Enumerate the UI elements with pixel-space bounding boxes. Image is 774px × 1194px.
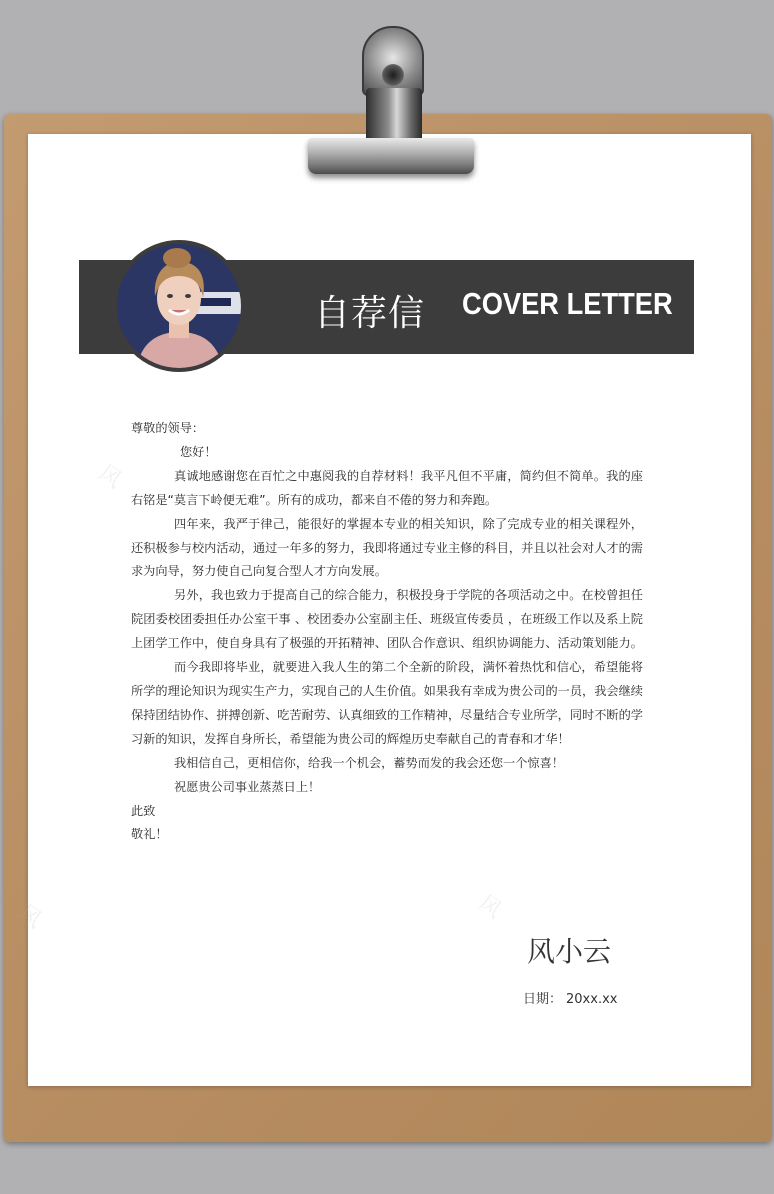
watermark: 风 xyxy=(473,890,507,924)
letter-body xyxy=(131,417,643,847)
paragraph: 而今我即将毕业，就要进入我人生的第二个全新的阶段，满怀着热忱和信心，希望能将所学的理论知识为现实生产力，实现自己的人生价值。如果我有幸成为贵公司的一员，我会继续保持团结协作、拼搏创新、吃苦耐劳、认真细致的工作精神，尽量结合专业所学，同时不断的学习新的知识，发挥自身所长，希望能为贵公司的辉煌历史奉献自己的青春和才华！ xyxy=(131,660,643,746)
paragraph: 我相信自己，更相信你，给我一个机会，蓄势而发的我会还您一个惊喜！ xyxy=(174,755,564,770)
watermark: 风 xyxy=(13,900,47,934)
salutation: 尊敬的领导： xyxy=(131,421,205,435)
paragraph: 真诚地感谢您在百忙之中惠阅我的自荐材料！我平凡但不平庸，简约但不简单。我的座右铭是“莫言下岭便无难”。所有的成功，都来自不倦的努力和奔跑。 xyxy=(131,468,643,507)
date-row xyxy=(523,988,621,1007)
page-title-cn: 自荐信 xyxy=(314,293,426,334)
closing-line: 此致 xyxy=(131,803,156,818)
portrait-photo-icon xyxy=(117,244,241,368)
binder-clip-icon xyxy=(300,26,475,176)
paragraph: 祝愿贵公司事业蒸蒸日上！ xyxy=(174,779,321,794)
watermark: 风 xyxy=(93,460,127,494)
signature-name: 风小云 xyxy=(527,935,612,968)
paragraph: 四年来，我严于律己，能很好的掌握本专业的相关知识，除了完成专业的相关课程外，还积极参与校内活动，通过一年多的努力，我即将通过专业主修的科目，并且以社会对人才的需求为向导，努力使自己向复合型人才方向发展。 xyxy=(131,516,643,579)
greeting: 您好！ xyxy=(180,444,217,459)
date-value: 20xx.xx xyxy=(566,992,618,1007)
closing-line: 敬礼！ xyxy=(131,827,168,842)
avatar xyxy=(113,240,245,372)
paragraph: 另外，我也致力于提高自己的综合能力，积极投身于学院的各项活动之中。在校曾担任院团委校团委担任办公室干事 、校团委办公室副主任、班级宣传委员 ，在班级工作以及系上院上团学工作中，使自身具有了极强的开拓精神、团队合作意识、组织协调能力、活动策划能力。 xyxy=(131,588,643,651)
page-title-en: COVER LETTER xyxy=(462,286,673,321)
date-label: 日期： xyxy=(523,992,563,1007)
